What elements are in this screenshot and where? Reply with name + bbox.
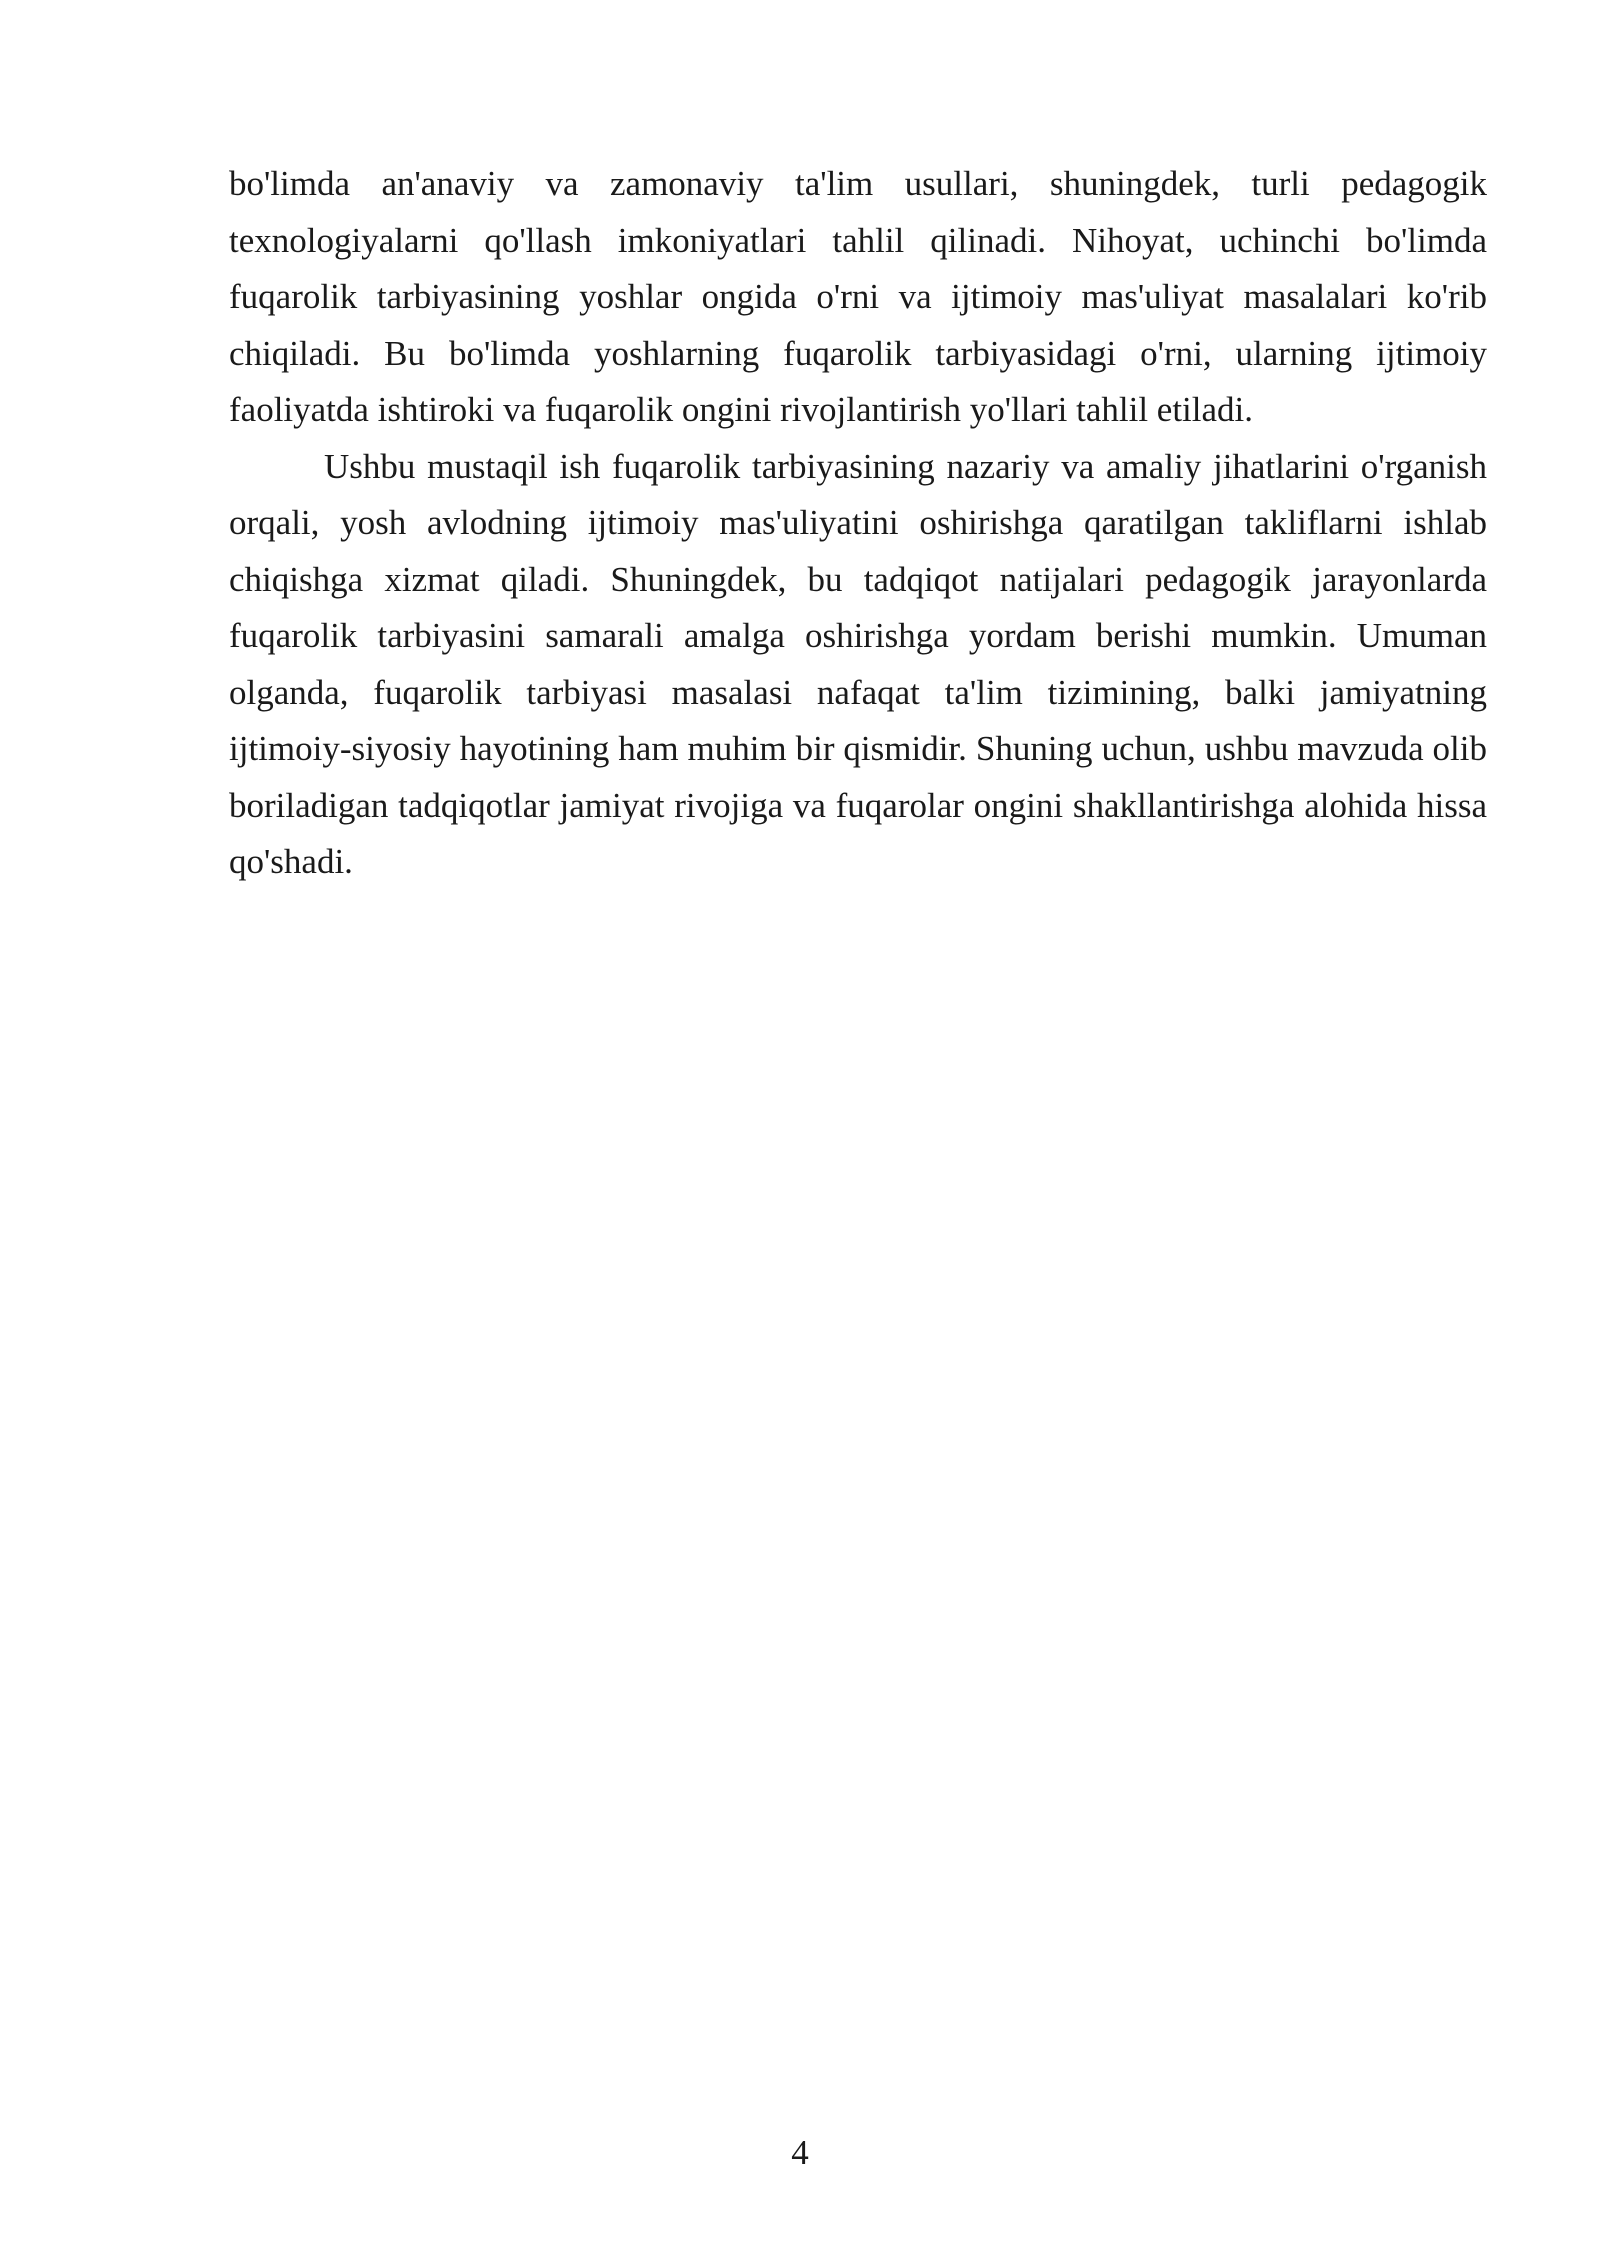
paragraph-conclusion: Ushbu mustaqil ish fuqarolik tarbiyasining nazariy va amaliy jihatlarini o'rganish orqali, yosh avlodning ijtimoiy mas'uliyatini oshirishga qaratilgan takliflarni ishlab chiqishga xizmat qiladi. Shuningdek, bu tadqiqot natijalari pedagogik jarayonlarda fuqarolik tarbiyasini samarali amalga oshirishga yordam berishi mumkin. Umuman olganda, fuqarolik tarbiyasi masalasi nafaqat ta'lim tizimining, balki jamiyatning ijtimoiy-siyosiy hayotining ham muhim bir qismidir. Shuning uchun, ushbu mavzuda olib boriladigan tadqiqotlar jamiyat rivojiga va fuqarolar ongini shakllantirishga alohida hissa qo'shadi. (229, 446, 1487, 881)
paragraph-continuation: bo'limda an'anaviy va zamonaviy ta'lim usullari, shuningdek, turli pedagogik texnologiyalarni qo'llash imkoniyatlari tahlil qilinadi. Nihoyat, uchinchi bo'limda fuqarolik tarbiyasining yoshlar ongida o'rni va ijtimoiy mas'uliyat masalalari ko'rib chiqiladi. Bu bo'limda yoshlarning fuqarolik tarbiyasidagi o'rni, ularning ijtimoiy faoliyatda ishtiroki va fuqarolik ongini rivojlantirish yo'llari tahlil etiladi. (229, 164, 1487, 429)
page-number: 4 (791, 2133, 809, 2172)
document-body (229, 156, 1487, 891)
